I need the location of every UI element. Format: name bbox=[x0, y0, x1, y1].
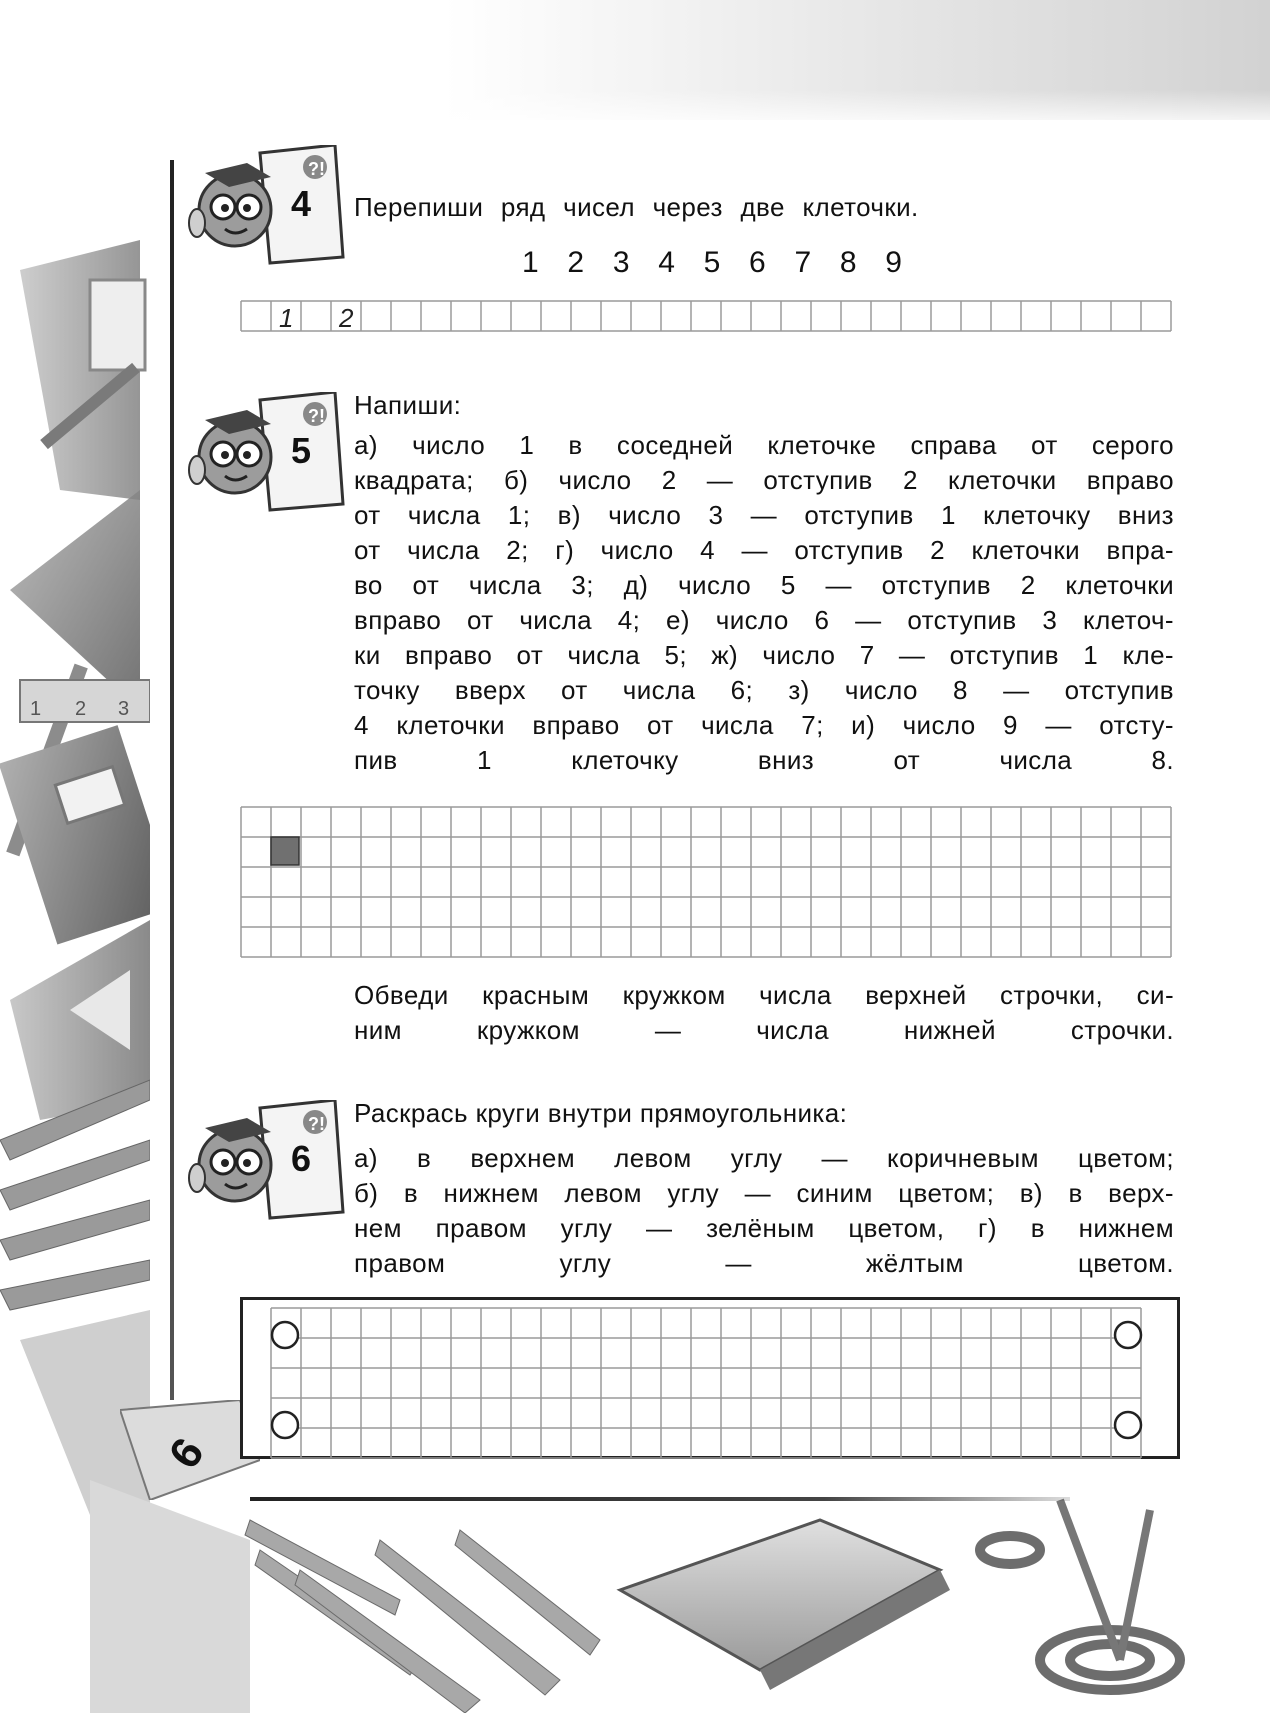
sequence-number: 7 bbox=[794, 246, 812, 279]
task-6-heading: Раскрась круги внутри прямоугольника: bbox=[354, 1098, 848, 1128]
rectangle-frame bbox=[242, 1299, 1179, 1458]
instruction-line: а) в верхнем левом углу — коричневым цветом; bbox=[354, 1143, 1174, 1173]
note-line: Обведи красным кружком числа верхней строчки, си- bbox=[354, 980, 1174, 1010]
page-number-tab bbox=[120, 1400, 260, 1500]
sequence-number: 1 bbox=[522, 246, 539, 279]
instruction-line: вправо от числа 4; е) число 6 — отступив 3 клеточ- bbox=[354, 605, 1174, 635]
svg-text:?!: ?! bbox=[308, 406, 325, 426]
sequence-number: 3 bbox=[612, 246, 630, 279]
svg-text:2: 2 bbox=[75, 698, 87, 720]
page-number: 6 bbox=[159, 1429, 214, 1478]
task-4-answer-row[interactable] bbox=[240, 300, 1180, 332]
task-number: 4 bbox=[290, 183, 312, 224]
task-6-instructions bbox=[354, 1141, 1174, 1281]
task-5-answer-grid[interactable] bbox=[240, 806, 1180, 958]
sample-answer: 2 bbox=[339, 303, 354, 332]
pencil-fan-icon bbox=[245, 1520, 600, 1713]
bottom-margin-rule bbox=[250, 1497, 1070, 1501]
svg-text:1: 1 bbox=[30, 698, 42, 720]
task-4-prompt bbox=[354, 190, 1114, 225]
top-right-circle[interactable] bbox=[1115, 1322, 1141, 1348]
header-gradient-fade bbox=[0, 90, 1270, 130]
sequence-number: 8 bbox=[839, 246, 857, 279]
task-5-note bbox=[354, 978, 1174, 1048]
instruction-line: квадрата; б) число 2 — отступив 2 клеточки вправо bbox=[354, 465, 1174, 495]
sequence-number: 6 bbox=[749, 246, 766, 279]
instruction-line: от числа 1; в) число 3 — отступив 1 клеточку вниз bbox=[354, 500, 1174, 530]
colored-pencils-icon bbox=[0, 1080, 150, 1310]
instruction-line: во от числа 3; д) число 5 — отступив 2 клеточки bbox=[354, 570, 1174, 600]
open-book-icon bbox=[620, 1520, 950, 1690]
task-5-heading: Напиши: bbox=[354, 390, 462, 420]
task-4-prompt-text: Перепиши ряд чисел через две клеточки. bbox=[354, 192, 919, 222]
gray-square bbox=[271, 837, 299, 865]
sequence-number: 9 bbox=[885, 246, 902, 279]
instruction-line: а) число 1 в соседней клеточке справа от серого bbox=[354, 430, 1174, 460]
top-left-circle[interactable] bbox=[272, 1322, 298, 1348]
task-number: 6 bbox=[290, 1138, 312, 1179]
svg-text:3: 3 bbox=[118, 698, 130, 720]
task-6-rectangle[interactable] bbox=[240, 1297, 1180, 1459]
task-number: 5 bbox=[290, 430, 312, 471]
instruction-line: ки вправо от числа 5; ж) число 7 — отступив 1 кле- bbox=[354, 640, 1174, 670]
note-line: ним кружком — числа нижней строчки. bbox=[354, 1015, 1174, 1045]
instruction-line: пив 1 клеточку вниз от числа 8. bbox=[354, 745, 1174, 775]
sequence-number: 2 bbox=[567, 246, 585, 279]
notebook-icon bbox=[90, 280, 145, 370]
instruction-line: от числа 2; г) число 4 — отступив 2 клеточки впра- bbox=[354, 535, 1174, 565]
school-supplies-decoration bbox=[0, 240, 150, 1540]
ruler-icon bbox=[20, 680, 150, 722]
bottom-decoration bbox=[0, 1480, 1270, 1713]
sequence-number: 5 bbox=[703, 246, 721, 279]
left-margin-rule bbox=[170, 160, 174, 1400]
instruction-line: правом углу — жёлтым цветом. bbox=[354, 1248, 1174, 1278]
instruction-line: 4 клеточки вправо от числа 7; и) число 9 — отсту- bbox=[354, 710, 1174, 740]
sequence-number: 4 bbox=[658, 246, 675, 279]
svg-text:?!: ?! bbox=[308, 159, 325, 179]
task-5-instructions bbox=[354, 428, 1174, 778]
instruction-line: нем правом углу — зелёным цветом, г) в нижнем bbox=[354, 1213, 1174, 1243]
sample-answer: 1 bbox=[279, 303, 294, 332]
book-icon bbox=[0, 725, 150, 944]
instruction-line: б) в нижнем левом углу — синим цветом; в) в верх- bbox=[354, 1178, 1174, 1208]
number-sequence bbox=[522, 246, 902, 280]
svg-text:?!: ?! bbox=[308, 1114, 325, 1134]
instruction-line: точку вверх от числа 6; з) число 8 — отступив bbox=[354, 675, 1174, 705]
bottom-left-circle[interactable] bbox=[272, 1412, 298, 1438]
bottom-right-circle[interactable] bbox=[1115, 1412, 1141, 1438]
